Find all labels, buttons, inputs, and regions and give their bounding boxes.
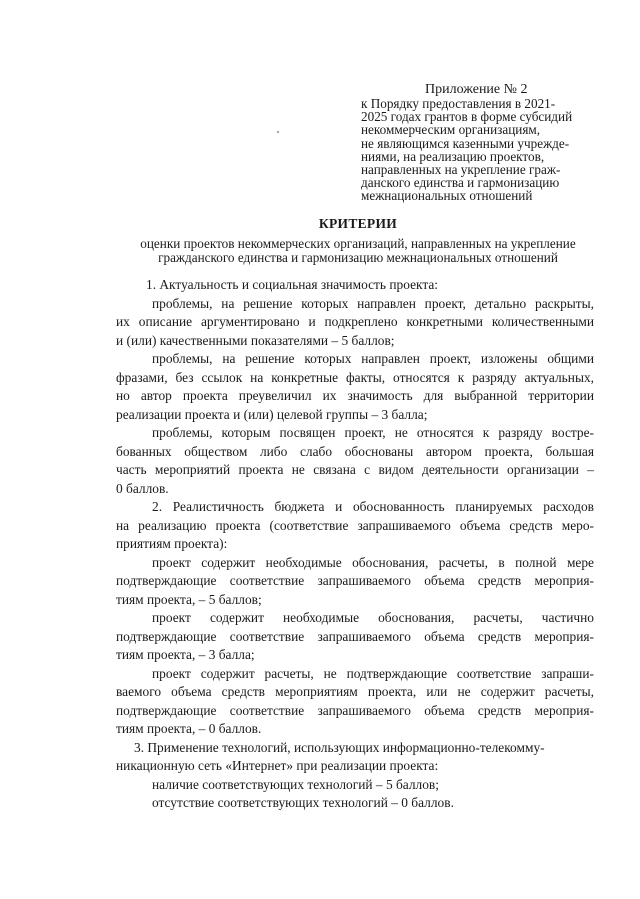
criterion-1-option-1-line: проблемы, на решение которых направлен проект, детально раскрыты, — [152, 295, 594, 311]
annex-title: Приложение № 2 — [425, 82, 528, 97]
subtitle-line: гражданского единства и гармонизацию межнациональных отношений — [158, 249, 558, 265]
criterion-2-option-3-line: проект содержит расчеты, не подтверждающие соответствие запраши- — [152, 665, 594, 681]
criterion-3-option-1-line: наличие соответствующих технологий – 5 баллов; — [152, 776, 439, 792]
annex-line: данского единства и гармонизацию — [361, 175, 560, 191]
annex-line: не являющимся казенными учрежде- — [361, 135, 570, 151]
criterion-2-option-1-line: тиям проекта, – 5 баллов; — [116, 591, 262, 607]
annex-line: 2025 годах грантов в форме субсидий — [361, 109, 573, 125]
criterion-3-header-line: 3. Применение технологий, использующих информационно-телекомму- — [134, 739, 545, 755]
criterion-1-option-3-line: проблемы, которым посвящен проект, не относятся к разряду востре- — [152, 425, 594, 440]
criterion-2-option-3-line: тиям проекта, – 0 баллов. — [116, 721, 262, 736]
annex-line: межнациональных отношений — [361, 188, 533, 204]
criterion-2-header-line: на реализацию проекта (соответствие запрашиваемого объема средств меро- — [116, 517, 594, 533]
criterion-1-option-2-line: фразами, без ссылок на конкретные факты, относятся к разряду актуальных, — [116, 369, 594, 385]
criterion-1-header: 1. Актуальность и социальная значимость проекта: — [146, 277, 439, 292]
criterion-1-option-2-line: проблемы, на решение которых направлен проект, изложены общими — [152, 351, 594, 366]
annex-reference — [361, 97, 611, 203]
criterion-1-option-3-line: бованных обществом либо слабо обоснованы автором проекта, большая — [116, 443, 594, 459]
criterion-1-option-3-line: 0 баллов. — [116, 480, 169, 496]
criterion-2-option-3-line: подтверждающие соответствие запрашиваемого объема средств мероприя- — [116, 702, 594, 718]
criterion-1-option-1-line: и (или) качественными показателями – 5 баллов; — [116, 332, 395, 348]
criterion-2-option-2-line: проект содержит необходимые обоснования, расчеты, частично — [152, 610, 594, 625]
criterion-1-option-3-line: часть мероприятий проекта не связана с видом деятельности организации – — [116, 462, 594, 477]
criterion-3-header-line: никационную сеть «Интернет» при реализации проекта: — [116, 758, 439, 773]
criterion-2-option-2-line: подтверждающие соответствие запрашиваемого объема средств мероприя- — [116, 628, 594, 644]
document-subtitle — [100, 237, 616, 264]
criterion-3-option-2-line: отсутствие соответствующих технологий – 0 баллов. — [152, 795, 454, 810]
criterion-1-option-2-line: но автор проекта преувеличил их значимость для выбранной территории — [116, 388, 594, 403]
criterion-1-option-1-line: их описание аргументировано и подкреплено конкретными количественными — [116, 314, 594, 329]
annex-line: к Порядку предоставления в 2021- — [361, 96, 556, 111]
document-title: КРИТЕРИИ — [318, 216, 398, 231]
criterion-2-header-line: приятиям проекта): — [116, 536, 228, 551]
subtitle-line: оценки проектов некоммерческих организаций, направленных на укрепление — [140, 236, 576, 251]
criteria-body — [116, 276, 594, 813]
criterion-2-option-3-line: ваемого объема средств мероприятиям проекта, или не содержит расчеты, — [116, 684, 594, 699]
scan-speck — [277, 131, 279, 133]
criterion-2-header-line: 2. Реалистичность бюджета и обоснованность планируемых расходов — [152, 499, 594, 514]
annex-line: ниями, на реализацию проектов, — [361, 148, 545, 164]
criterion-2-option-1-line: проект содержит необходимые обоснования, расчеты, в полной мере — [152, 554, 594, 570]
annex-line: некоммерческим организациям, — [361, 122, 541, 138]
criterion-2-option-2-line: тиям проекта, – 3 балла; — [116, 647, 255, 662]
criterion-1-option-2-line: реализации проекта и (или) целевой группы – 3 балла; — [116, 406, 428, 422]
criterion-2-option-1-line: подтверждающие соответствие запрашиваемого объема средств мероприя- — [116, 573, 594, 588]
annex-line: направленных на укрепление граж- — [361, 162, 561, 178]
